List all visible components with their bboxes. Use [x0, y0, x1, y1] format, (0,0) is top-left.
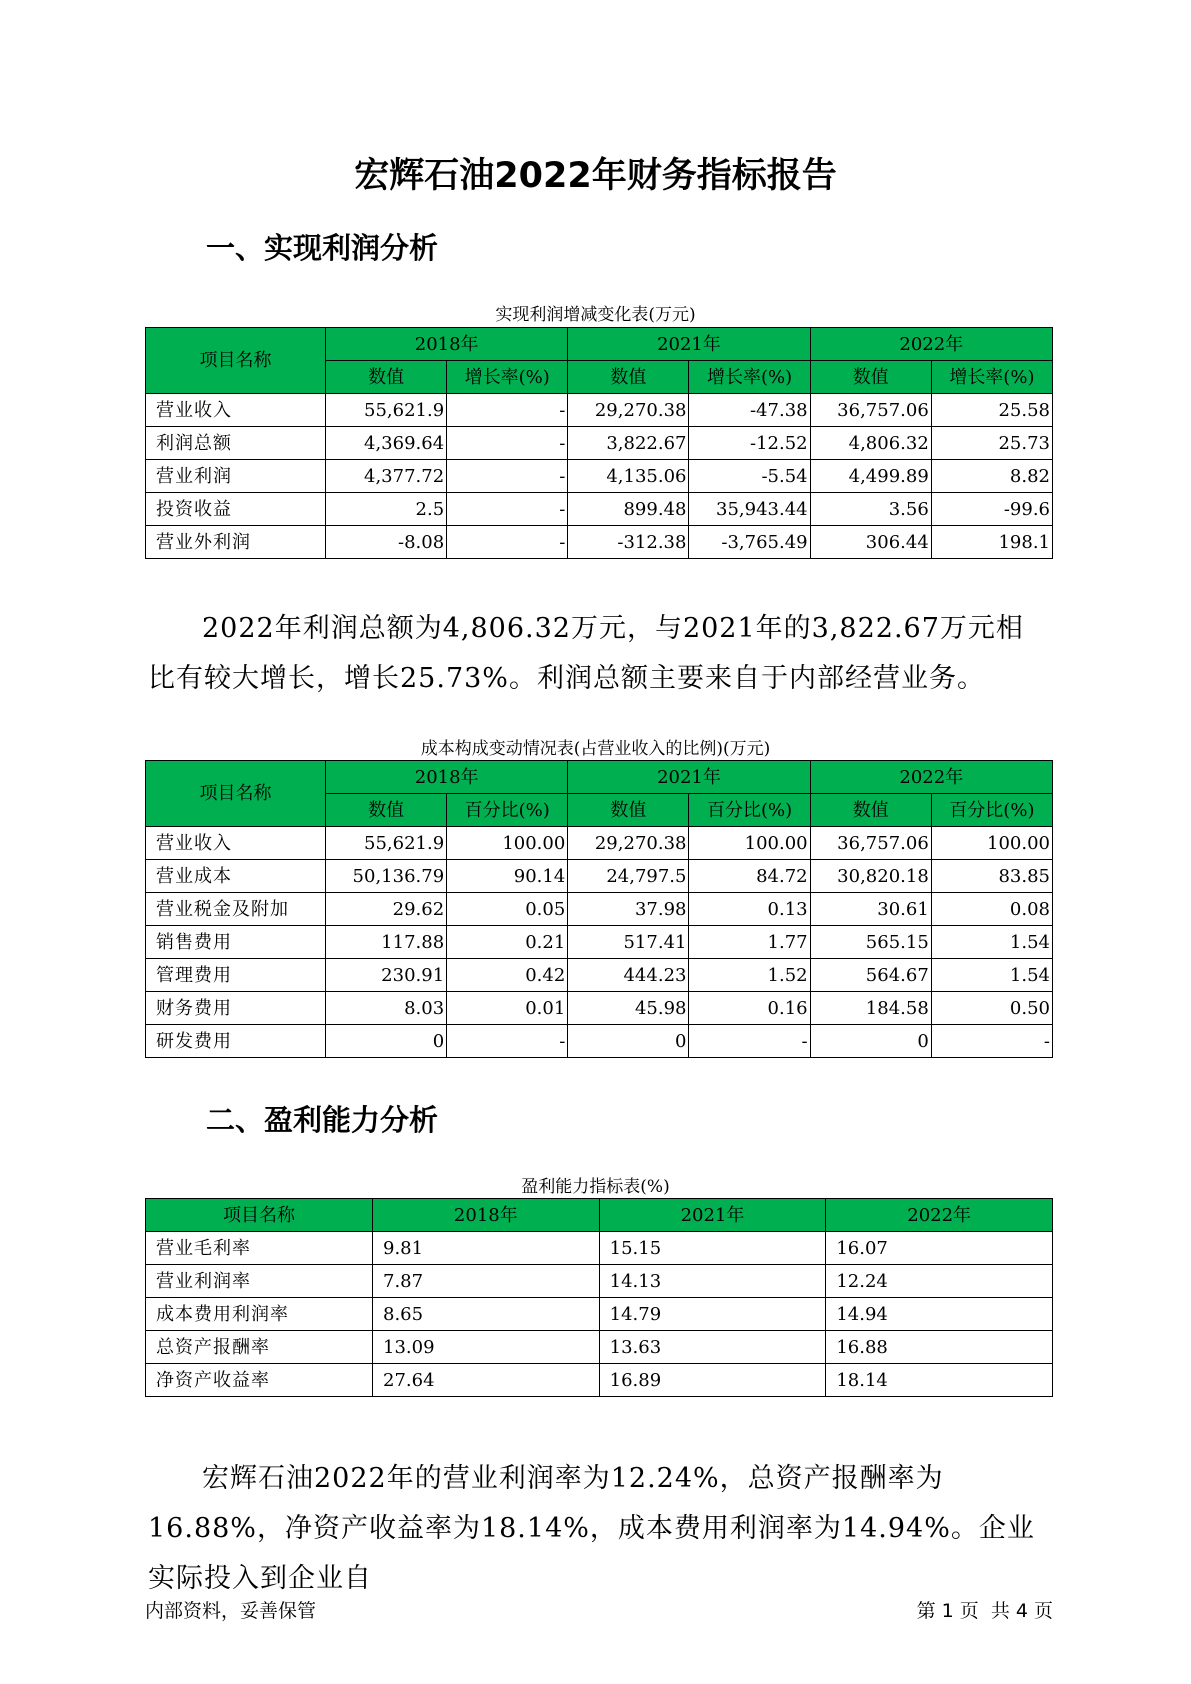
table-cell: 15.15 — [599, 1232, 826, 1265]
row-label: 营业收入 — [146, 394, 326, 427]
table-cell: 35,943.44 — [689, 493, 810, 526]
table-cell: -5.54 — [689, 460, 810, 493]
table-cell: 90.14 — [447, 860, 568, 893]
page-title: 宏辉石油2022年财务指标报告 — [354, 156, 837, 196]
table2-year-header: 2018年 — [326, 761, 568, 794]
table3-header: 2018年 — [373, 1199, 600, 1232]
row-label: 销售费用 — [146, 926, 326, 959]
table-row — [146, 1025, 1053, 1058]
table-cell: 0 — [810, 1025, 931, 1058]
profit-summary-paragraph: 2022年利润总额为4,806.32万元，与2021年的3,822.67万元相比有较大增长，增长25.73%。利润总额主要来自于内部经营业务。 — [148, 613, 1024, 694]
table-cell: 24,797.5 — [568, 860, 689, 893]
table-cell: 4,377.72 — [326, 460, 447, 493]
table-row — [146, 394, 1053, 427]
table-cell: 0.50 — [931, 992, 1052, 1025]
table1-sub-header: 数值 — [568, 361, 689, 394]
table-cell: 3.56 — [810, 493, 931, 526]
table-cell: 1.52 — [689, 959, 810, 992]
table-cell: 16.88 — [826, 1331, 1053, 1364]
table-cell: 14.94 — [826, 1298, 1053, 1331]
table-cell: 55,621.9 — [326, 827, 447, 860]
table-cell: - — [447, 493, 568, 526]
table-row — [146, 526, 1053, 559]
table-cell: 100.00 — [931, 827, 1052, 860]
row-label: 净资产收益率 — [146, 1364, 373, 1397]
table-row — [146, 860, 1053, 893]
table-cell: 83.85 — [931, 860, 1052, 893]
table2-body — [146, 827, 1053, 1058]
table-row — [146, 460, 1053, 493]
row-label: 营业利润 — [146, 460, 326, 493]
table1-caption: 实现利润增减变化表(万元) — [495, 305, 696, 325]
table-cell: 37.98 — [568, 893, 689, 926]
table-cell: - — [447, 1025, 568, 1058]
row-label: 管理费用 — [146, 959, 326, 992]
row-label: 成本费用利润率 — [146, 1298, 373, 1331]
table-cell: 564.67 — [810, 959, 931, 992]
table2-sub-header: 百分比(%) — [931, 794, 1052, 827]
row-label: 营业成本 — [146, 860, 326, 893]
table1-sub-header: 增长率(%) — [689, 361, 810, 394]
table-cell: 2.5 — [326, 493, 447, 526]
table-row — [146, 427, 1053, 460]
table2-caption: 成本构成变动情况表(占营业收入的比例)(万元) — [420, 739, 771, 759]
table-cell: 30,820.18 — [810, 860, 931, 893]
table-cell: 27.64 — [373, 1364, 600, 1397]
row-label: 财务费用 — [146, 992, 326, 1025]
table-cell: 0.05 — [447, 893, 568, 926]
profitability-paragraph: 宏辉石油2022年的营业利润率为12.24%，总资产报酬率为16.88%，净资产收益率为18.14%，成本费用利润率为14.94%。企业实际投入到企业自 — [148, 1463, 1035, 1594]
table1-year-header: 2018年 — [326, 328, 568, 361]
table-cell: 16.07 — [826, 1232, 1053, 1265]
table-cell: 0.42 — [447, 959, 568, 992]
row-label: 利润总额 — [146, 427, 326, 460]
table-cell: 0.13 — [689, 893, 810, 926]
table3-body — [146, 1232, 1053, 1397]
table-cell: 0.16 — [689, 992, 810, 1025]
table-cell: -47.38 — [689, 394, 810, 427]
table-cell: 1.77 — [689, 926, 810, 959]
table-cell: - — [447, 460, 568, 493]
table-cell: 13.63 — [599, 1331, 826, 1364]
table-row — [146, 1364, 1053, 1397]
table-cell: 13.09 — [373, 1331, 600, 1364]
table-cell: 117.88 — [326, 926, 447, 959]
table-cell: 36,757.06 — [810, 827, 931, 860]
row-label: 营业外利润 — [146, 526, 326, 559]
table1-year-header: 2022年 — [810, 328, 1052, 361]
table2-sub-header: 百分比(%) — [447, 794, 568, 827]
row-label: 营业税金及附加 — [146, 893, 326, 926]
table3-header: 项目名称 — [146, 1199, 373, 1232]
table-cell: 0.08 — [931, 893, 1052, 926]
table-cell: -312.38 — [568, 526, 689, 559]
table-cell: 306.44 — [810, 526, 931, 559]
footer-page-number: 第 1 页 共 4 页 — [916, 1600, 1053, 1622]
table-cell: 8.03 — [326, 992, 447, 1025]
table-cell: 4,369.64 — [326, 427, 447, 460]
table-cell: 230.91 — [326, 959, 447, 992]
table2-sub-header: 百分比(%) — [689, 794, 810, 827]
profitability-table — [145, 1198, 1053, 1397]
table-cell: 9.81 — [373, 1232, 600, 1265]
table-cell: 14.13 — [599, 1265, 826, 1298]
table-cell: 8.65 — [373, 1298, 600, 1331]
table-cell: 14.79 — [599, 1298, 826, 1331]
row-label: 营业毛利率 — [146, 1232, 373, 1265]
table-cell: 100.00 — [689, 827, 810, 860]
table-cell: 29.62 — [326, 893, 447, 926]
table1-sub-header: 增长率(%) — [447, 361, 568, 394]
table-cell: 100.00 — [447, 827, 568, 860]
table-cell: 4,806.32 — [810, 427, 931, 460]
table1-sub-header: 数值 — [326, 361, 447, 394]
row-label: 营业利润率 — [146, 1265, 373, 1298]
table-cell: - — [689, 1025, 810, 1058]
table-cell: 4,135.06 — [568, 460, 689, 493]
table-cell: 3,822.67 — [568, 427, 689, 460]
table-cell: - — [447, 394, 568, 427]
cost-structure-table — [145, 760, 1053, 1058]
table-row — [146, 1265, 1053, 1298]
table-cell: 0.01 — [447, 992, 568, 1025]
table-row — [146, 959, 1053, 992]
table1-sub-header: 增长率(%) — [931, 361, 1052, 394]
table-row — [146, 1331, 1053, 1364]
table-cell: -12.52 — [689, 427, 810, 460]
table-row — [146, 893, 1053, 926]
table-cell: -8.08 — [326, 526, 447, 559]
table-row — [146, 827, 1053, 860]
table-row — [146, 1232, 1053, 1265]
table-cell: 12.24 — [826, 1265, 1053, 1298]
table1-year-header: 2021年 — [568, 328, 810, 361]
table-cell: 25.58 — [931, 394, 1052, 427]
row-label: 总资产报酬率 — [146, 1331, 373, 1364]
table-cell: 0 — [326, 1025, 447, 1058]
table3-header: 2021年 — [599, 1199, 826, 1232]
table-cell: - — [447, 427, 568, 460]
table2-item-header: 项目名称 — [146, 761, 326, 827]
table3-header: 2022年 — [826, 1199, 1053, 1232]
table2-sub-header: 数值 — [326, 794, 447, 827]
table-cell: 29,270.38 — [568, 394, 689, 427]
table-cell: -3,765.49 — [689, 526, 810, 559]
table-cell: 36,757.06 — [810, 394, 931, 427]
table2-year-header: 2022年 — [810, 761, 1052, 794]
row-label: 投资收益 — [146, 493, 326, 526]
table-row — [146, 992, 1053, 1025]
row-label: 营业收入 — [146, 827, 326, 860]
table-cell: 7.87 — [373, 1265, 600, 1298]
table-cell: 899.48 — [568, 493, 689, 526]
row-label: 研发费用 — [146, 1025, 326, 1058]
table-cell: 565.15 — [810, 926, 931, 959]
table-cell: - — [931, 1025, 1052, 1058]
table-cell: 184.58 — [810, 992, 931, 1025]
profit-change-table — [145, 327, 1053, 559]
table-cell: 18.14 — [826, 1364, 1053, 1397]
table2-year-header: 2021年 — [568, 761, 810, 794]
table-cell: 0 — [568, 1025, 689, 1058]
table-row — [146, 493, 1053, 526]
table-cell: 1.54 — [931, 926, 1052, 959]
table-cell: 55,621.9 — [326, 394, 447, 427]
footer-confidential-note: 内部资料，妥善保管 — [145, 1600, 317, 1622]
table-cell: 1.54 — [931, 959, 1052, 992]
table-cell: 30.61 — [810, 893, 931, 926]
table-cell: 50,136.79 — [326, 860, 447, 893]
table-row — [146, 1298, 1053, 1331]
table-cell: - — [447, 526, 568, 559]
table2-sub-header: 数值 — [568, 794, 689, 827]
table-cell: 29,270.38 — [568, 827, 689, 860]
table-cell: 198.1 — [931, 526, 1052, 559]
table1-sub-header: 数值 — [810, 361, 931, 394]
table-cell: 84.72 — [689, 860, 810, 893]
section-heading-profitability: 二、盈利能力分析 — [206, 1103, 439, 1137]
table-cell: 0.21 — [447, 926, 568, 959]
table-cell: 45.98 — [568, 992, 689, 1025]
table1-body — [146, 394, 1053, 559]
table-cell: 16.89 — [599, 1364, 826, 1397]
table3-caption: 盈利能力指标表(%) — [521, 1177, 670, 1197]
section-heading-profit: 一、实现利润分析 — [206, 231, 439, 265]
table1-item-header: 项目名称 — [146, 328, 326, 394]
table-cell: -99.6 — [931, 493, 1052, 526]
table-row — [146, 926, 1053, 959]
table-cell: 25.73 — [931, 427, 1052, 460]
table2-sub-header: 数值 — [810, 794, 931, 827]
table-cell: 444.23 — [568, 959, 689, 992]
table-cell: 8.82 — [931, 460, 1052, 493]
table-cell: 517.41 — [568, 926, 689, 959]
table-cell: 4,499.89 — [810, 460, 931, 493]
